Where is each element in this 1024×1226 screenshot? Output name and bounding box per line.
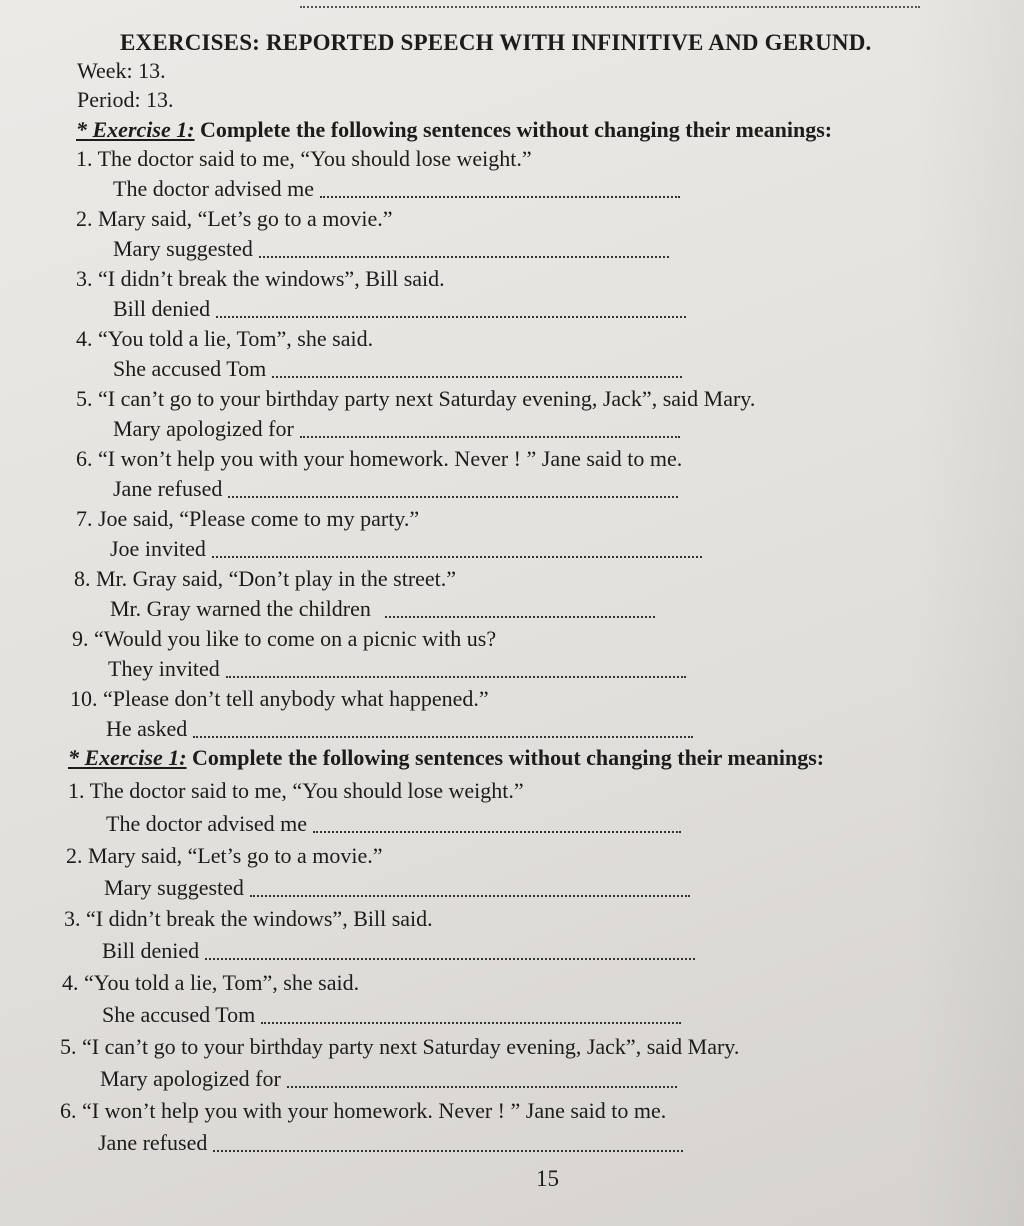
top-dotted-rule xyxy=(300,6,920,8)
question-text: 4. “You told a lie, Tom”, she said. xyxy=(76,326,374,351)
exercise-instruction: Complete the following sentences without changing their meanings: xyxy=(200,117,833,142)
answer-prompt: Mary suggested xyxy=(104,875,244,900)
answer-line[interactable] xyxy=(106,716,693,742)
answer-prompt: Bill denied xyxy=(102,938,200,963)
answer-blank[interactable] xyxy=(259,252,669,258)
answer-prompt: Joe invited xyxy=(110,536,206,561)
question-text: 8. Mr. Gray said, “Don’t play in the street.” xyxy=(74,566,457,591)
answer-blank[interactable] xyxy=(261,1018,681,1024)
answer-prompt: She accused Tom xyxy=(113,356,267,381)
answer-blank[interactable] xyxy=(313,827,681,833)
answer-line[interactable] xyxy=(110,596,655,622)
answer-line[interactable] xyxy=(102,938,695,964)
exercise-label: Exercise 1: xyxy=(92,117,195,142)
exercise-label: Exercise 1: xyxy=(84,745,187,770)
answer-blank[interactable] xyxy=(272,372,682,378)
answer-prompt: Jane refused xyxy=(98,1130,208,1155)
answer-prompt: The doctor advised me xyxy=(106,811,307,836)
question-text: 4. “You told a lie, Tom”, she said. xyxy=(62,970,360,995)
answer-blank[interactable] xyxy=(300,432,680,438)
week-label: Week: 13. xyxy=(77,58,166,83)
answer-blank[interactable] xyxy=(205,954,695,960)
answer-prompt: The doctor advised me xyxy=(113,176,314,201)
answer-blank[interactable] xyxy=(212,552,702,558)
answer-line[interactable] xyxy=(113,356,682,382)
answer-blank[interactable] xyxy=(193,732,693,738)
page-title: EXERCISES: REPORTED SPEECH WITH INFINITIVE AND GERUND. xyxy=(120,30,872,55)
answer-line[interactable] xyxy=(113,236,669,262)
question-text: 5. “I can’t go to your birthday party next Saturday evening, Jack”, said Mary. xyxy=(76,386,756,411)
answer-prompt: Mary apologized for xyxy=(113,416,294,441)
question-text: 7. Joe said, “Please come to my party.” xyxy=(76,506,420,531)
question-text: 6. “I won’t help you with your homework. Never ! ” Jane said to me. xyxy=(60,1098,667,1123)
question-text: 9. “Would you like to come on a picnic with us? xyxy=(72,626,497,651)
answer-line[interactable] xyxy=(104,875,690,901)
answer-prompt: She accused Tom xyxy=(102,1002,256,1027)
answer-blank[interactable] xyxy=(213,1146,683,1152)
exercise-instruction: Complete the following sentences without changing their meanings: xyxy=(192,745,825,770)
answer-line[interactable] xyxy=(100,1066,677,1092)
answer-line[interactable] xyxy=(113,176,680,202)
question-text: 3. “I didn’t break the windows”, Bill said. xyxy=(64,906,433,931)
answer-line[interactable] xyxy=(113,476,678,502)
answer-prompt: Mary suggested xyxy=(113,236,253,261)
question-text: 2. Mary said, “Let’s go to a movie.” xyxy=(66,843,383,868)
page-shadow xyxy=(914,0,1024,1226)
page-number: 15 xyxy=(536,1166,559,1191)
question-text: 5. “I can’t go to your birthday party next Saturday evening, Jack”, said Mary. xyxy=(60,1034,740,1059)
question-text: 10. “Please don’t tell anybody what happened.” xyxy=(70,686,489,711)
exercise-heading xyxy=(76,117,832,143)
period-label: Period: 13. xyxy=(77,87,174,112)
answer-prompt: Mary apologized for xyxy=(100,1066,281,1091)
answer-blank[interactable] xyxy=(320,192,680,198)
answer-line[interactable] xyxy=(110,536,702,562)
answer-blank[interactable] xyxy=(226,672,686,678)
answer-line[interactable] xyxy=(113,296,686,322)
answer-line[interactable] xyxy=(108,656,686,682)
answer-blank[interactable] xyxy=(216,312,686,318)
star-marker: * xyxy=(68,745,79,770)
answer-line[interactable] xyxy=(98,1130,683,1156)
star-marker: * xyxy=(76,117,87,142)
exercise-heading xyxy=(68,745,824,771)
question-text: 1. The doctor said to me, “You should lose weight.” xyxy=(68,778,524,803)
question-text: 2. Mary said, “Let’s go to a movie.” xyxy=(76,206,393,231)
answer-prompt: He asked xyxy=(106,716,188,741)
answer-blank[interactable] xyxy=(287,1082,677,1088)
question-text: 6. “I won’t help you with your homework. Never ! ” Jane said to me. xyxy=(76,446,683,471)
answer-blank[interactable] xyxy=(385,612,655,618)
answer-prompt: They invited xyxy=(108,656,220,681)
answer-prompt: Mr. Gray warned the children xyxy=(110,596,371,621)
answer-prompt: Jane refused xyxy=(113,476,223,501)
answer-blank[interactable] xyxy=(228,492,678,498)
question-text: 1. The doctor said to me, “You should lose weight.” xyxy=(76,146,532,171)
question-text: 3. “I didn’t break the windows”, Bill said. xyxy=(76,266,445,291)
answer-blank[interactable] xyxy=(250,891,690,897)
answer-line[interactable] xyxy=(102,1002,681,1028)
answer-line[interactable] xyxy=(113,416,680,442)
answer-prompt: Bill denied xyxy=(113,296,211,321)
answer-line[interactable] xyxy=(106,811,681,837)
